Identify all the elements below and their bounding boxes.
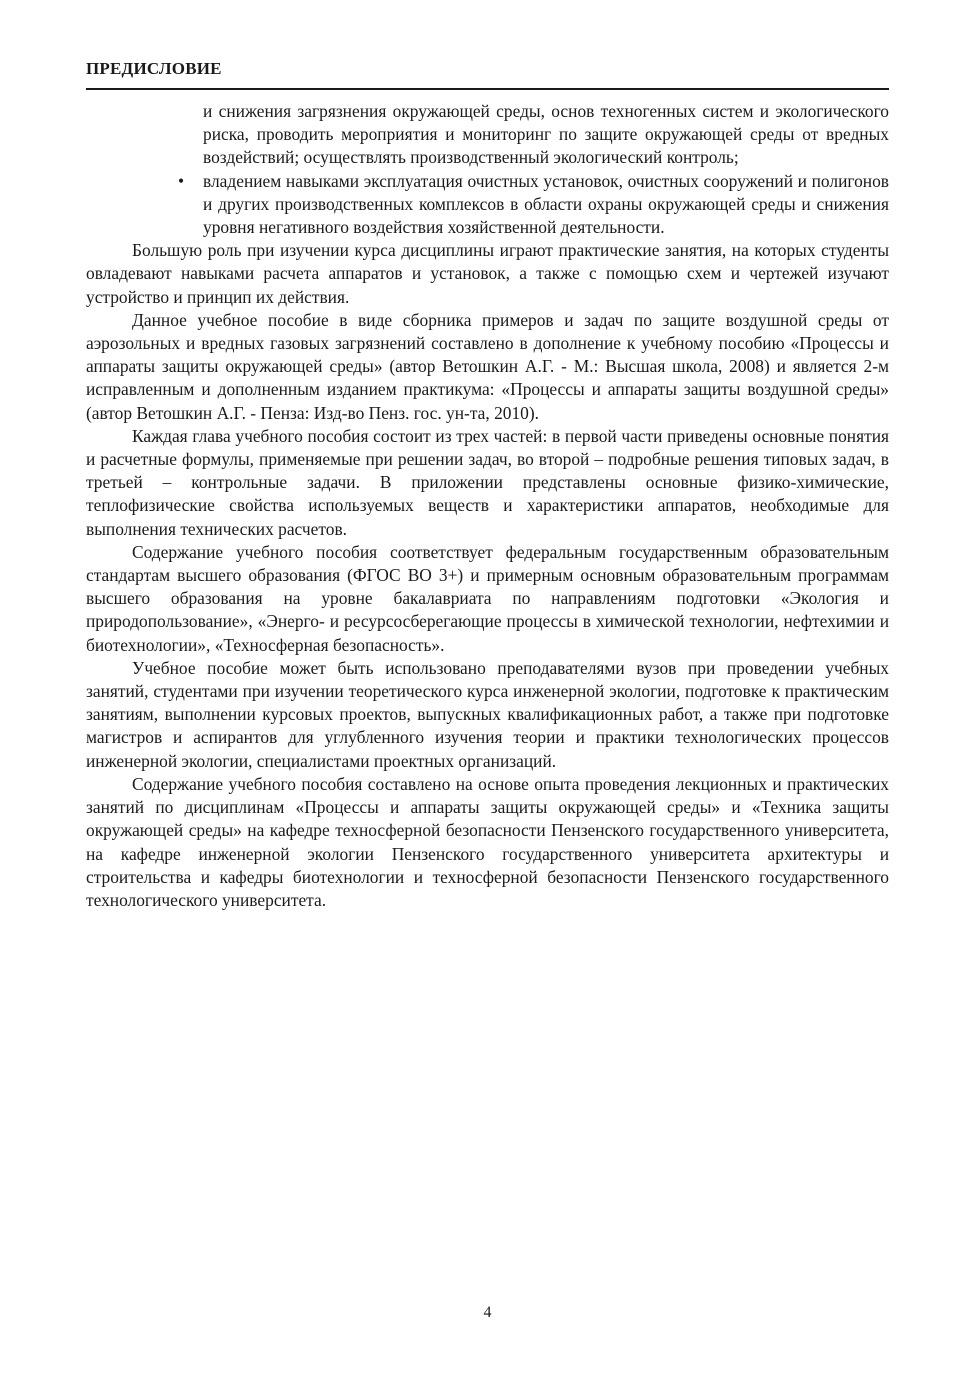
bullet-list: [178, 100, 889, 239]
list-item-text: владением навыками эксплуатация очистных установок, очистных сооружений и полигонов и других производственных комплексов в области охраны окружающей среды и снижения уровня негативного воздействия хозяйственной деятельности.: [203, 170, 889, 238]
paragraph: Содержание учебного пособия соответствует федеральным государственным образовательным стандартам высшего образования (ФГОС ВО 3+) и примерным основным образовательным программам высшего образования на уровне бакалавриата по направлениям подготовки «Экология и природопользование», «Энерго- и ресурсосберегающие процессы в химической технологии, нефтехимии и биотехнологии», «Техносферная безопасность».: [86, 541, 889, 655]
paragraph: Каждая глава учебного пособия состоит из трех частей: в первой части приведены основные понятия и расчетные формулы, применяемые при решении задач, во второй – подробные решения типовых задач, в третьей – контрольные задачи. В приложении представлены основные физико-химические, теплофизические свойства используемых веществ и характеристики аппаратов, необходимые для выполнения технических расчетов.: [86, 425, 889, 539]
page-header: [86, 58, 889, 90]
section-title: ПРЕДИСЛОВИЕ: [86, 59, 222, 78]
paragraph: Большую роль при изучении курса дисциплины играют практические занятия, на которых студенты овладевают навыками расчета аппаратов и установок, а также с помощью схем и чертежей изучают устройство и принцип их действия.: [86, 240, 889, 307]
page-body: [86, 100, 889, 912]
page-number: 4: [483, 1304, 492, 1321]
paragraph: Данное учебное пособие в виде сборника примеров и задач по защите воздушной среды от аэрозольных и вредных газовых загрязнений составлено в дополнение к учебному пособию «Процессы и аппараты защиты окружающей среды» (автор Ветошкин А.Г. - М.: Высшая школа, 2008) и является 2-м исправленным и дополненным изданием практикума: «Процессы и аппараты защиты воздушной среды» (автор Ветошкин А.Г. - Пенза: Изд-во Пенз. гос. ун-та, 2010).: [86, 309, 889, 423]
document-page: [86, 0, 889, 1388]
bullet-continuation: и снижения загрязнения окружающей среды, основ техногенных систем и экологического риска, проводить мероприятия и мониторинг по защите окружающей среды от вредных воздействий; осуществлять производственный экологический контроль;: [203, 101, 889, 168]
bullet-icon: •: [178, 170, 185, 191]
paragraph: Содержание учебного пособия составлено на основе опыта проведения лекционных и практических занятий по дисциплинам «Процессы и аппараты защиты окружающей среды» и «Техника защиты окружающей среды» на кафедре техносферной безопасности Пензенского государственного университета, на кафедре инженерной экологии Пензенского государственного университета архитектуры и строительства и кафедры биотехнологии и техносферной безопасности Пензенского государственного технологического университета.: [86, 773, 889, 910]
list-item: [178, 170, 889, 240]
paragraph: Учебное пособие может быть использовано преподавателями вузов при проведении учебных занятий, студентами при изучении теоретического курса инженерной экологии, подготовке к практическим занятиям, выполнении курсовых проектов, выпускных квалификационных работ, а также при подготовке магистров и аспирантов для углубленного изучения теории и практики технологических процессов инженерной экологии, специалистами проектных организаций.: [86, 657, 889, 771]
